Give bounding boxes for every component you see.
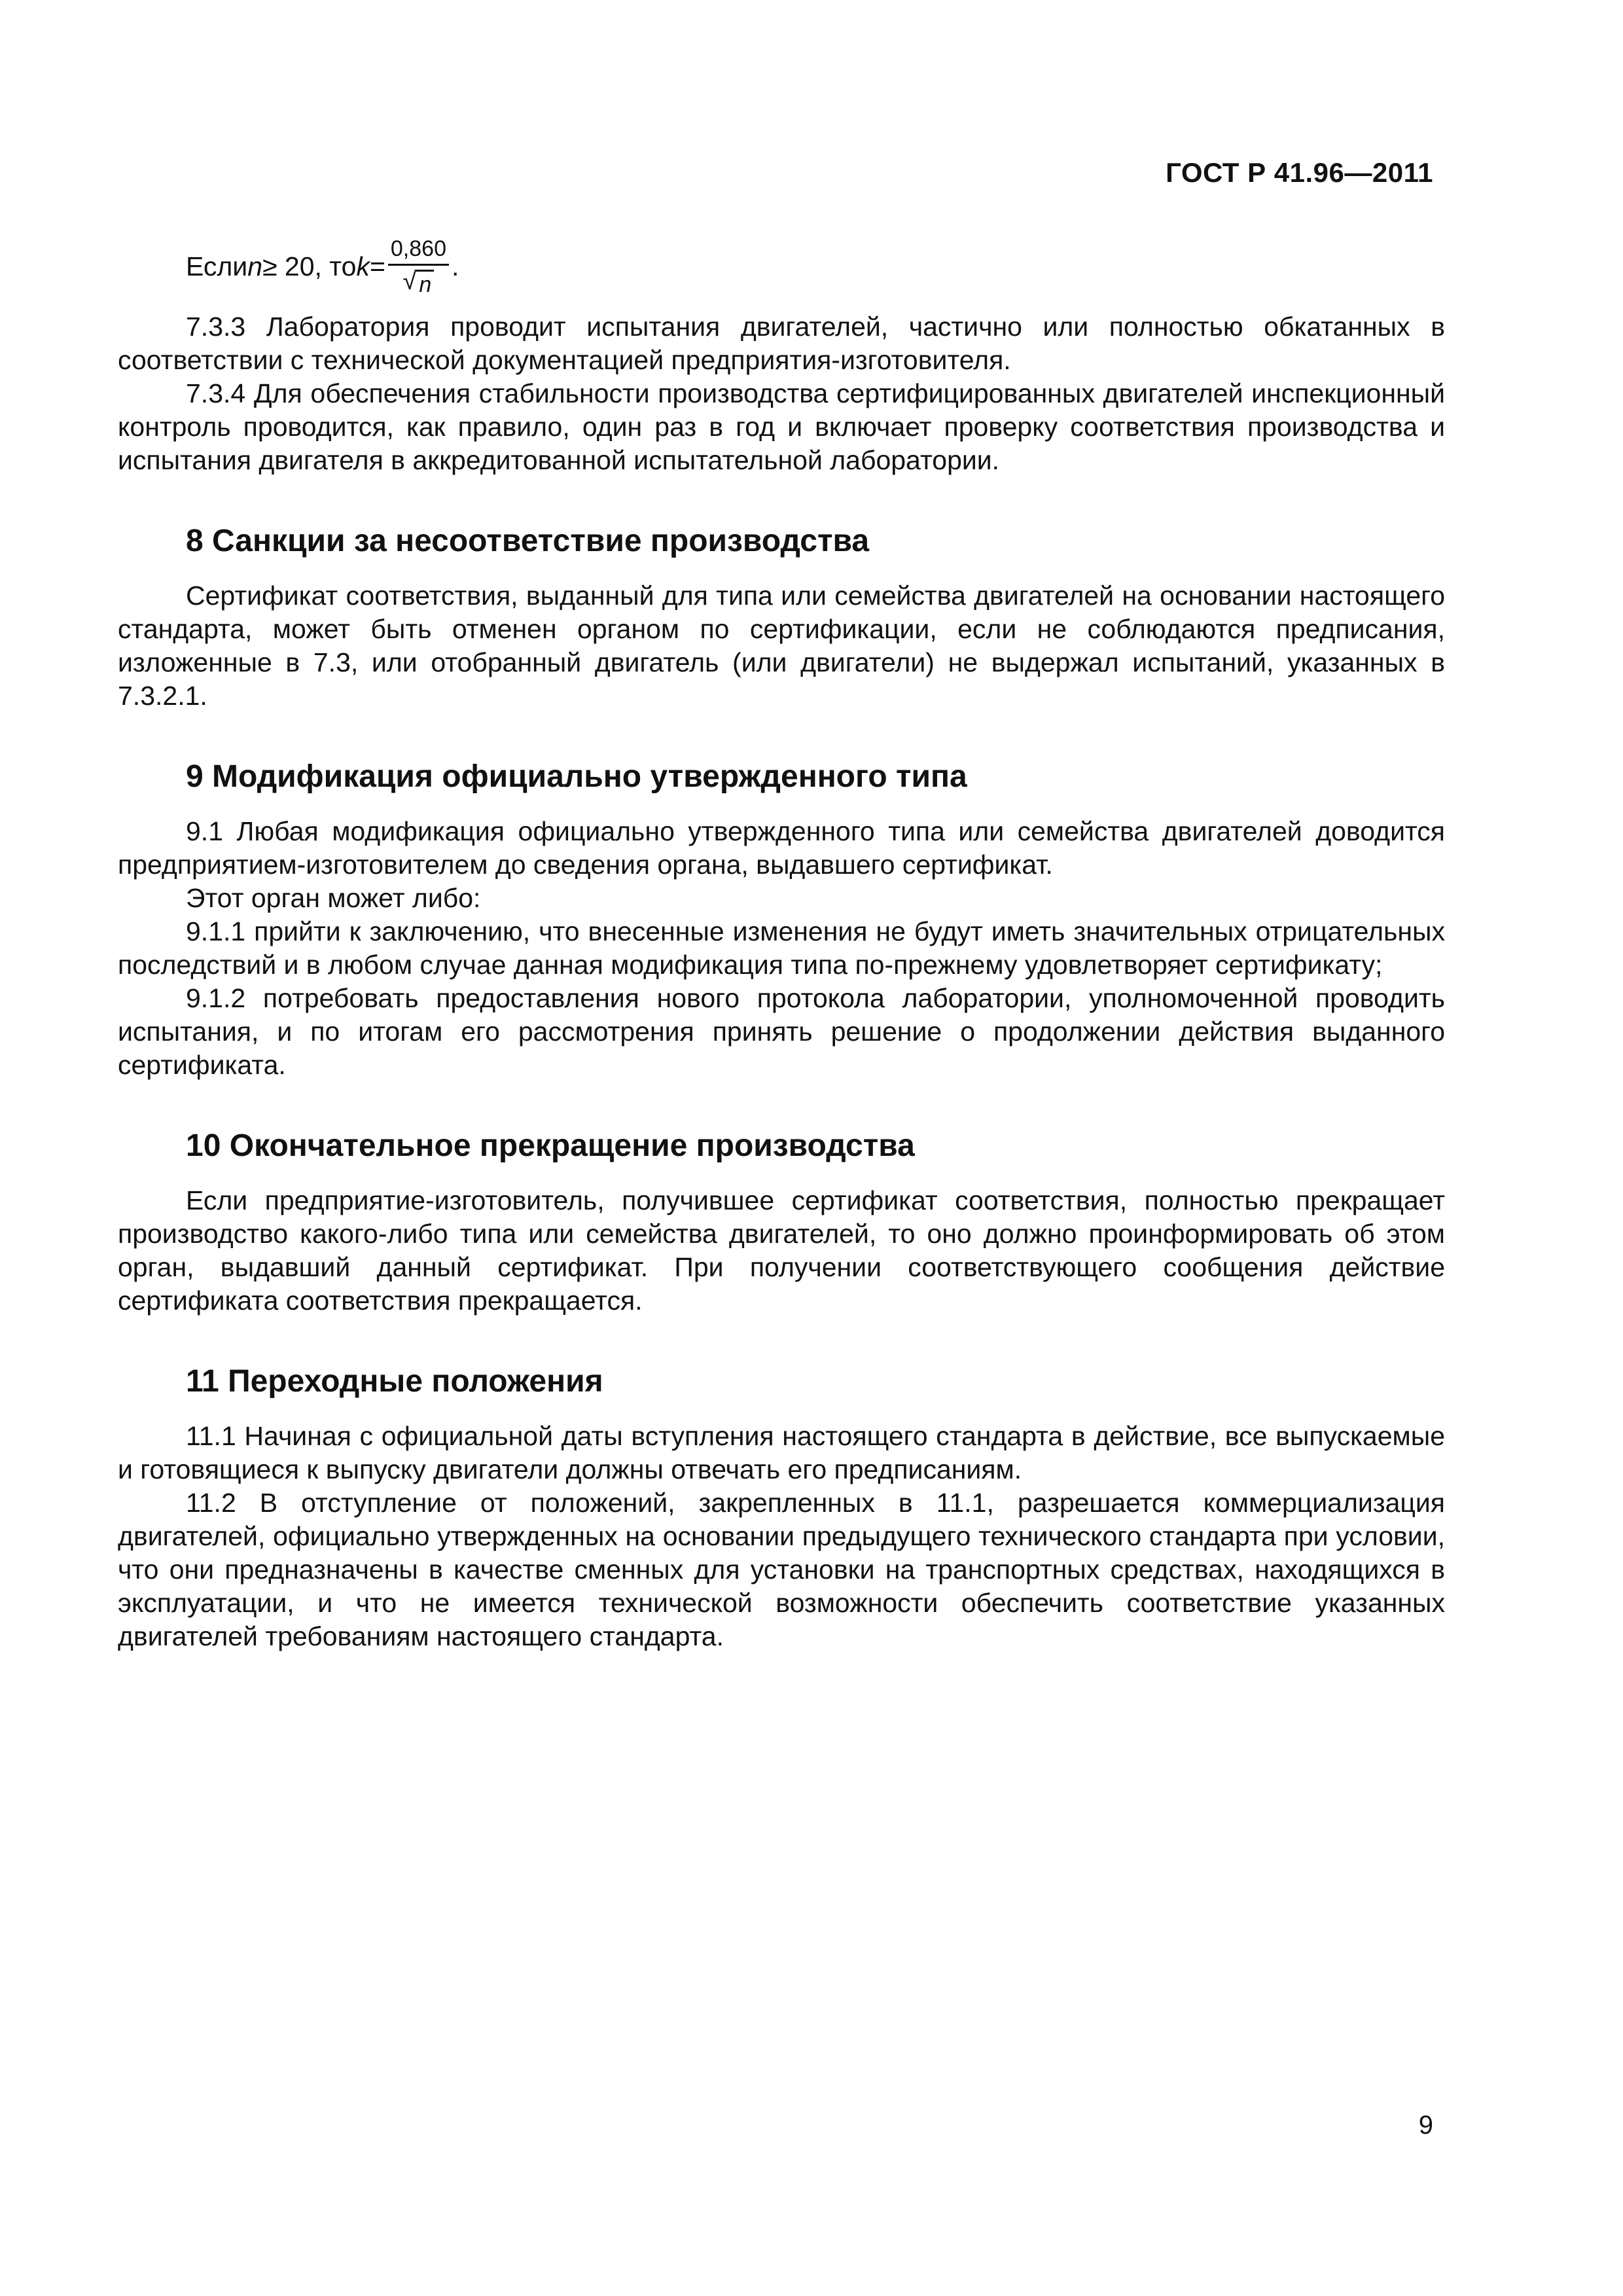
formula-numerator: 0,860	[388, 236, 449, 266]
paragraph-9-1-1: 9.1.1 прийти к заключению, что внесенные изменения не будут иметь значительных отрицательных последствий и в любом случае данная модификация типа по-прежнему удовлетворяет сертификату;	[118, 916, 1445, 980]
paragraph-7-3-3: 7.3.3 Лаборатория проводит испытания двигателей, частично или полностью обкатанных в соответствии с технической документацией предприятия-изготовителя.	[118, 311, 1445, 375]
page-content	[118, 236, 1445, 1653]
formula-equals: =	[369, 251, 385, 282]
formula-denominator-var: n	[416, 270, 434, 298]
paragraph-7-3-4: 7.3.4 Для обеспечения стабильности производства сертифицированных двигателей инспекционный контроль проводится, как правило, один раз в год и включает проверку соответствия производства и испытания двигателя в аккредитованной испытательной лаборатории.	[118, 378, 1445, 475]
formula-prefix: Если	[186, 251, 248, 282]
paragraph-9-1: 9.1 Любая модификация официально утвержденного типа или семейства двигателей доводится предприятием-изготовителем до сведения органа, выдавшего сертификат.	[118, 816, 1445, 880]
section-heading-8: 8 Санкции за несоответствие производства	[186, 523, 870, 558]
page-number: 9	[1418, 2111, 1433, 2140]
formula-var-k: k	[356, 251, 370, 282]
formula-fraction	[388, 236, 449, 298]
section-heading-10: 10 Окончательное прекращение производства	[186, 1128, 915, 1163]
formula-var-n: n	[247, 251, 263, 282]
paragraph-11-2: 11.2 В отступление от положений, закрепленных в 11.1, разрешается коммерциализация двигателей, официально утвержденных на основании предыдущего технического стандарта при условии, что они предназначены в качестве сменных для установки на транспортных средствах, находящихся в эксплуатации, и что не имеется технической возможности обеспечить соответствие указанных двигателей требованиям настоящего стандарта.	[118, 1487, 1445, 1651]
formula-line	[118, 236, 1445, 298]
formula-condition: ≥ 20, то	[262, 251, 357, 282]
paragraph-9-1-intro: Этот орган может либо:	[186, 882, 481, 913]
section-heading-9: 9 Модификация официально утвержденного типа	[186, 759, 967, 794]
document-code: ГОСТ Р 41.96—2011	[1166, 157, 1433, 188]
section-heading-11: 11 Переходные положения	[186, 1363, 603, 1399]
paragraph-8: Сертификат соответствия, выданный для типа или семейства двигателей на основании настоящего стандарта, может быть отменен органом по сертификации, если не соблюдаются предписания, изложенные в 7.3, или отобранный двигатель (или двигатели) не выдержал испытаний, указанных в 7.3.2.1.	[118, 580, 1445, 711]
paragraph-10: Если предприятие-изготовитель, получившее сертификат соответствия, полностью прекращает производство какого-либо типа или семейства двигателей, то оно должно проинформировать об этом орган, выдавший данный сертификат. При получении соответствующего сообщения действие сертификата соответствия прекращается.	[118, 1185, 1445, 1316]
formula-end: .	[451, 251, 459, 282]
formula-denominator	[403, 266, 435, 298]
paragraph-11-1: 11.1 Начиная с официальной даты вступления настоящего стандарта в действие, все выпускаемые и готовящиеся к выпуску двигатели должны отвечать его предписаниям.	[118, 1420, 1445, 1484]
square-root-icon: √	[402, 267, 417, 295]
paragraph-9-1-2: 9.1.2 потребовать предоставления нового протокола лаборатории, уполномоченной проводить испытания, и по итогам его рассмотрения принять решение о продолжении действия выданного сертификата.	[118, 982, 1445, 1080]
